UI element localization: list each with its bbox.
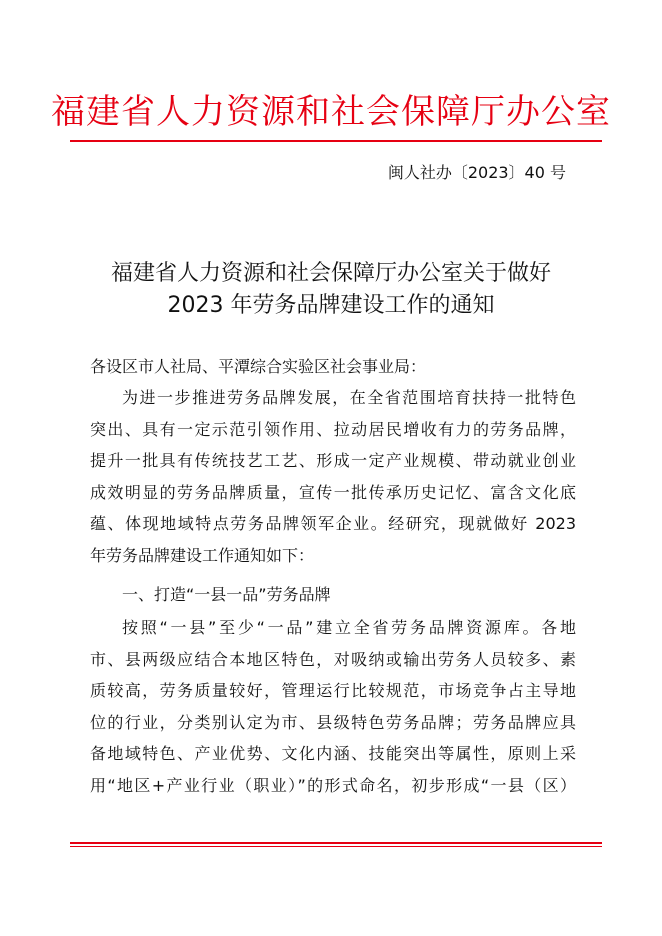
paragraph-1-line: 为进一步推进劳务品牌发展，在全省范围培育扶持一批特色 xyxy=(122,388,576,407)
paragraph-2-line: 用“地区+产业行业（职业）”的形式命名，初步形成“一县（区） xyxy=(90,775,576,795)
document-title-line-2: 2023 年劳务品牌建设工作的通知 xyxy=(167,293,495,318)
section-1-heading: 一、打造“一县一品”劳务品牌 xyxy=(122,585,331,604)
paragraph-2-line: 备地域特色、产业优势、文化内涵、技能突出等属性，原则上采 xyxy=(90,744,576,764)
header-divider xyxy=(70,140,602,142)
paragraph-1-line: 提升一批具有传统技艺工艺、形成一定产业规模、带动就业创业 xyxy=(90,451,576,471)
paragraph-2-line: 位的行业，分类别认定为市、县级特色劳务品牌；劳务品牌应具 xyxy=(90,712,576,732)
paragraph-1-line: 蕴、体现地域特点劳务品牌领军企业。经研究，现就做好 2023 xyxy=(90,514,576,534)
paragraph-1-line: 年劳务品牌建设工作通知如下： xyxy=(90,545,315,565)
document-title-line-1: 福建省人力资源和社会保障厅办公室关于做好 xyxy=(110,261,551,286)
document-number: 闽人社办〔2023〕40 号 xyxy=(387,163,566,182)
paragraph-2-line: 按照“一县”至少“一品”建立全省劳务品牌资源库。各地 xyxy=(122,618,576,637)
org-header-title: 福建省人力资源和社会保障厅办公室 xyxy=(51,92,611,132)
paragraph-2 xyxy=(90,612,576,802)
paragraph-1-line: 成效明显的劳务品牌质量，宣传一批传承历史记忆、富含文化底 xyxy=(90,482,576,502)
paragraph-1-line: 突出、具有一定示范引领作用、拉动居民增收有力的劳务品牌， xyxy=(90,419,576,439)
paragraph-2-line: 质较高，劳务质量较好，管理运行比较规范，市场竞争占主导地 xyxy=(90,681,576,701)
footer-divider-top xyxy=(70,842,602,844)
paragraph-2-line: 市、县两级应结合本地区特色，对吸纳或输出劳务人员较多、素 xyxy=(90,649,576,669)
paragraph-1 xyxy=(90,382,576,572)
recipient-line: 各设区市人社局、平潭综合实验区社会事业局： xyxy=(90,357,427,376)
footer-divider-bottom xyxy=(70,846,602,847)
